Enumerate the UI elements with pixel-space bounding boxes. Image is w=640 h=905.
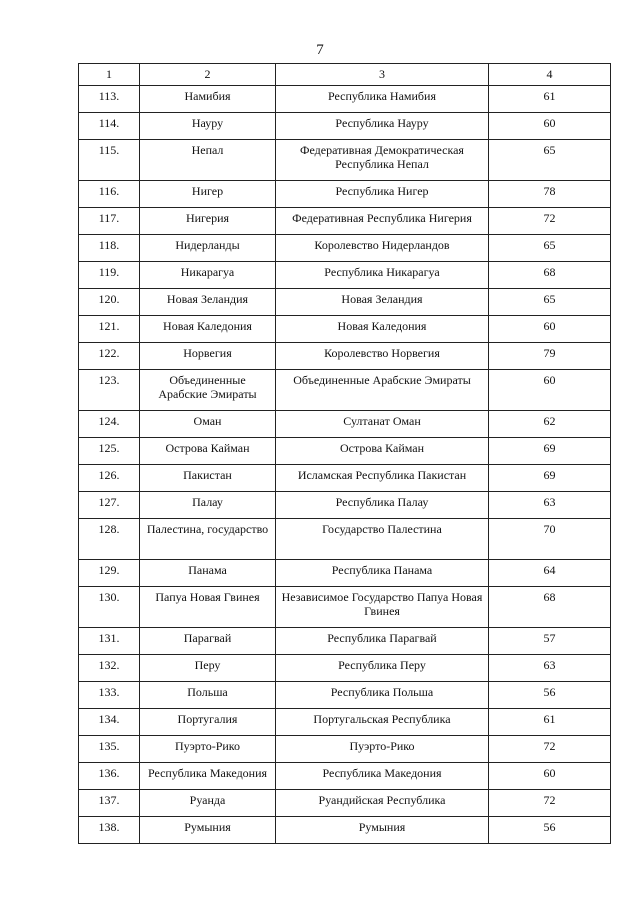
short-name: Новая Зеландия (140, 289, 276, 316)
short-name: Пуэрто-Рико (140, 736, 276, 763)
row-number: 119. (79, 262, 140, 289)
table-row (79, 370, 611, 411)
code: 60 (489, 316, 611, 343)
row-number: 130. (79, 587, 140, 628)
table-row (79, 709, 611, 736)
header-col-4: 4 (489, 64, 611, 86)
full-name: Пуэрто-Рико (276, 736, 489, 763)
table-row (79, 560, 611, 587)
row-number: 115. (79, 140, 140, 181)
table-row (79, 208, 611, 235)
table-row (79, 411, 611, 438)
header-col-2: 2 (140, 64, 276, 86)
full-name: Федеративная Республика Нигерия (276, 208, 489, 235)
row-number: 135. (79, 736, 140, 763)
full-name: Государство Палестина (276, 519, 489, 560)
row-number: 123. (79, 370, 140, 411)
full-name: Объединенные Арабские Эмираты (276, 370, 489, 411)
table-row (79, 140, 611, 181)
code: 56 (489, 817, 611, 844)
row-number: 132. (79, 655, 140, 682)
row-number: 114. (79, 113, 140, 140)
code: 60 (489, 763, 611, 790)
code: 60 (489, 113, 611, 140)
row-number: 122. (79, 343, 140, 370)
short-name: Республика Македония (140, 763, 276, 790)
row-number: 128. (79, 519, 140, 560)
full-name: Руандийская Республика (276, 790, 489, 817)
table-row (79, 587, 611, 628)
table-row (79, 465, 611, 492)
short-name: Польша (140, 682, 276, 709)
short-name: Перу (140, 655, 276, 682)
short-name: Никарагуа (140, 262, 276, 289)
row-number: 133. (79, 682, 140, 709)
full-name: Республика Панама (276, 560, 489, 587)
full-name: Республика Никарагуа (276, 262, 489, 289)
code: 68 (489, 262, 611, 289)
code: 72 (489, 736, 611, 763)
table-row (79, 817, 611, 844)
table-row (79, 235, 611, 262)
table-row (79, 519, 611, 560)
row-number: 124. (79, 411, 140, 438)
code: 69 (489, 465, 611, 492)
table-row (79, 113, 611, 140)
full-name: Республика Парагвай (276, 628, 489, 655)
full-name: Независимое Государство Папуа Новая Гвинея (276, 587, 489, 628)
full-name: Королевство Норвегия (276, 343, 489, 370)
short-name: Нидерланды (140, 235, 276, 262)
full-name: Республика Намибия (276, 86, 489, 113)
full-name: Исламская Республика Пакистан (276, 465, 489, 492)
table-row (79, 736, 611, 763)
row-number: 131. (79, 628, 140, 655)
row-number: 129. (79, 560, 140, 587)
country-table (78, 63, 611, 844)
full-name: Королевство Нидерландов (276, 235, 489, 262)
table-row (79, 492, 611, 519)
short-name: Руанда (140, 790, 276, 817)
short-name: Нигер (140, 181, 276, 208)
table-row (79, 790, 611, 817)
page-number: 7 (316, 42, 324, 58)
short-name: Непал (140, 140, 276, 181)
full-name: Федеративная Демократическая Республика Непал (276, 140, 489, 181)
row-number: 118. (79, 235, 140, 262)
code: 70 (489, 519, 611, 560)
row-number: 116. (79, 181, 140, 208)
code: 68 (489, 587, 611, 628)
table-row (79, 289, 611, 316)
short-name: Пакистан (140, 465, 276, 492)
code: 56 (489, 682, 611, 709)
table-row (79, 763, 611, 790)
short-name: Парагвай (140, 628, 276, 655)
header-col-3: 3 (276, 64, 489, 86)
code: 61 (489, 709, 611, 736)
row-number: 125. (79, 438, 140, 465)
row-number: 137. (79, 790, 140, 817)
full-name: Республика Польша (276, 682, 489, 709)
full-name: Острова Кайман (276, 438, 489, 465)
full-name: Республика Перу (276, 655, 489, 682)
table-row (79, 682, 611, 709)
row-number: 136. (79, 763, 140, 790)
code: 57 (489, 628, 611, 655)
code: 72 (489, 208, 611, 235)
full-name: Румыния (276, 817, 489, 844)
table-row (79, 86, 611, 113)
short-name: Палестина, государство (140, 519, 276, 560)
code: 63 (489, 655, 611, 682)
short-name: Панама (140, 560, 276, 587)
short-name: Палау (140, 492, 276, 519)
short-name: Новая Каледония (140, 316, 276, 343)
short-name: Португалия (140, 709, 276, 736)
short-name: Объединенные Арабские Эмираты (140, 370, 276, 411)
short-name: Намибия (140, 86, 276, 113)
full-name: Султанат Оман (276, 411, 489, 438)
row-number: 138. (79, 817, 140, 844)
header-col-1: 1 (79, 64, 140, 86)
code: 63 (489, 492, 611, 519)
table-row (79, 628, 611, 655)
row-number: 113. (79, 86, 140, 113)
row-number: 134. (79, 709, 140, 736)
table-row (79, 343, 611, 370)
code: 69 (489, 438, 611, 465)
table-row (79, 438, 611, 465)
code: 65 (489, 289, 611, 316)
short-name: Норвегия (140, 343, 276, 370)
short-name: Нигерия (140, 208, 276, 235)
full-name: Новая Каледония (276, 316, 489, 343)
short-name: Науру (140, 113, 276, 140)
code: 60 (489, 370, 611, 411)
short-name: Папуа Новая Гвинея (140, 587, 276, 628)
full-name: Республика Нигер (276, 181, 489, 208)
code: 65 (489, 140, 611, 181)
table-row (79, 262, 611, 289)
full-name: Республика Македония (276, 763, 489, 790)
short-name: Острова Кайман (140, 438, 276, 465)
code: 64 (489, 560, 611, 587)
code: 79 (489, 343, 611, 370)
row-number: 126. (79, 465, 140, 492)
code: 72 (489, 790, 611, 817)
row-number: 121. (79, 316, 140, 343)
table-row (79, 181, 611, 208)
row-number: 120. (79, 289, 140, 316)
full-name: Республика Палау (276, 492, 489, 519)
code: 62 (489, 411, 611, 438)
short-name: Румыния (140, 817, 276, 844)
row-number: 117. (79, 208, 140, 235)
full-name: Португальская Республика (276, 709, 489, 736)
table-row (79, 655, 611, 682)
code: 61 (489, 86, 611, 113)
table-row (79, 316, 611, 343)
code: 65 (489, 235, 611, 262)
code: 78 (489, 181, 611, 208)
full-name: Республика Науру (276, 113, 489, 140)
row-number: 127. (79, 492, 140, 519)
short-name: Оман (140, 411, 276, 438)
full-name: Новая Зеландия (276, 289, 489, 316)
table-header-row (79, 64, 611, 86)
